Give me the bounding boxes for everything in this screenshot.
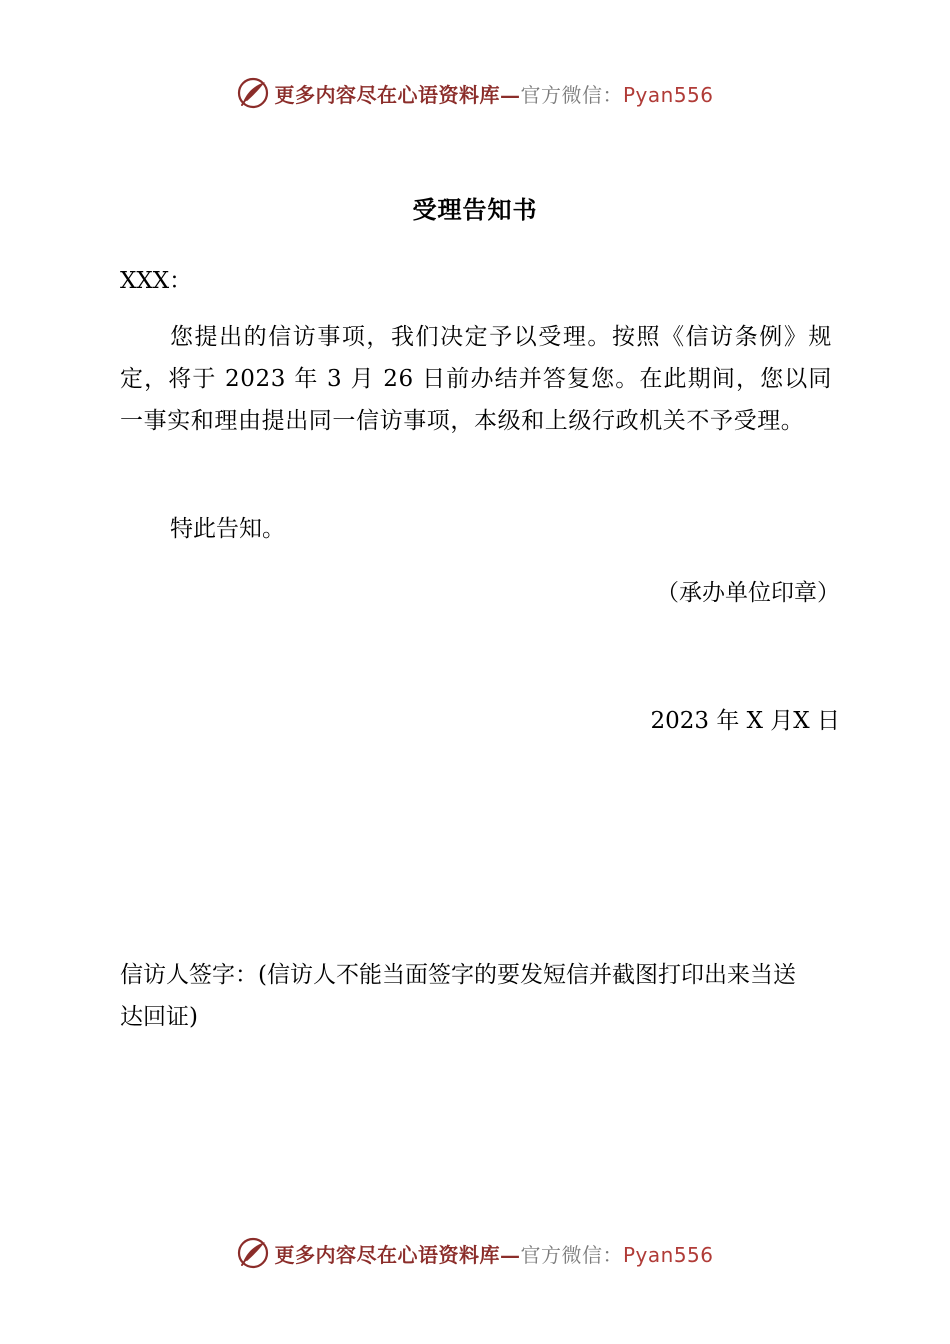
document-date: 2023 年 X 月X 日 [650, 708, 840, 734]
watermark-main-text: 更多内容尽在心语资料库 [274, 82, 500, 107]
quill-pen-logo-icon [236, 1236, 270, 1270]
watermark-label: 官方微信： [520, 82, 623, 107]
watermark-main-text: 更多内容尽在心语资料库 [274, 1242, 500, 1267]
watermark-text [274, 79, 713, 108]
watermark-wechat-id: Pyan556 [622, 1242, 714, 1267]
seal-note: （承办单位印章） [656, 580, 840, 606]
watermark-text [274, 1239, 713, 1268]
header-watermark [0, 73, 950, 113]
watermark-label: 官方微信： [520, 1242, 623, 1267]
watermark-dash: — [499, 1242, 521, 1267]
document-title: 受理告知书 [412, 196, 538, 224]
addressee: XXX： [120, 268, 193, 294]
watermark-dash: — [499, 82, 521, 107]
body-paragraph: 您提出的信访事项，我们决定予以受理。按照《信访条例》规定，将于 2023 年 3 月 26 日前办结并答复您。在此期间，您以同一事实和理由提出同一信访事项，本级和上级行政机关不予受理。 [120, 324, 832, 434]
quill-pen-logo-icon [236, 76, 270, 110]
watermark-wechat-id: Pyan556 [622, 82, 714, 107]
footer-watermark [0, 1233, 950, 1273]
closing-line: 特此告知。 [170, 516, 285, 542]
signature-line: 信访人签字：(信访人不能当面签字的要发短信并截图打印出来当送达回证) [120, 962, 796, 1030]
